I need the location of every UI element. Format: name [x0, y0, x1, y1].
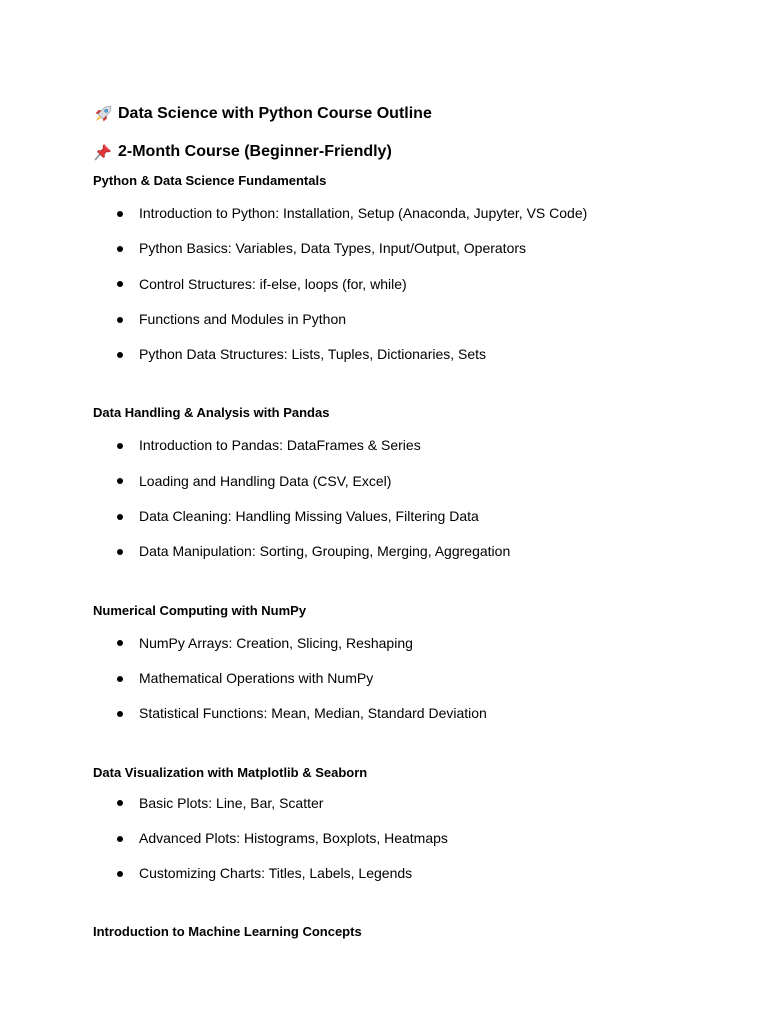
list-item-text: Functions and Modules in Python [139, 310, 347, 327]
bullet-icon [117, 549, 123, 555]
list-item-text: Data Manipulation: Sorting, Grouping, Merging, Aggregation [139, 543, 511, 560]
document-subtitle: 2-Month Course (Beginner-Friendly) [118, 143, 392, 160]
list-item-text: Data Cleaning: Handling Missing Values, Filtering Data [139, 508, 479, 525]
list-item [93, 464, 733, 499]
bullet-icon [117, 352, 123, 358]
document-subtitle-row [93, 140, 733, 164]
list-item-text: Python Basics: Variables, Data Types, Input/Output, Operators [139, 240, 527, 257]
list-item-text: NumPy Arrays: Creation, Slicing, Reshaping [139, 634, 413, 651]
bullet-icon [117, 871, 123, 877]
section-numpy [93, 602, 733, 732]
bullet-icon [117, 640, 123, 646]
list-item-text: Mathematical Operations with NumPy [139, 669, 374, 686]
bullet-icon [117, 317, 123, 323]
section-title: Data Handling & Analysis with Pandas [93, 405, 330, 421]
list-item-text: Python Data Structures: Lists, Tuples, Dictionaries, Sets [139, 346, 487, 363]
list-item [93, 856, 733, 891]
list-item [93, 626, 733, 661]
section-visualization [93, 764, 733, 892]
document-page [93, 102, 733, 941]
document-title-row [93, 102, 733, 126]
bullet-icon [117, 800, 123, 806]
list-item-text: Statistical Functions: Mean, Median, Standard Deviation [139, 705, 487, 722]
list-item [93, 196, 733, 231]
rocket-icon [93, 104, 113, 124]
list-item-text: Advanced Plots: Histograms, Boxplots, Heatmaps [139, 829, 448, 846]
bullet-list [93, 428, 733, 569]
list-item [93, 302, 733, 337]
list-item-text: Introduction to Pandas: DataFrames & Series [139, 437, 421, 454]
list-item [93, 428, 733, 463]
bullet-icon [117, 676, 123, 682]
document-title: Data Science with Python Course Outline [118, 105, 432, 122]
section-title: Python & Data Science Fundamentals [93, 173, 327, 188]
list-item [93, 231, 733, 266]
list-item [93, 267, 733, 302]
list-item [93, 696, 733, 731]
bullet-list [93, 626, 733, 732]
bullet-icon [117, 443, 123, 449]
list-item-text: Basic Plots: Line, Bar, Scatter [139, 794, 324, 811]
bullet-icon [117, 836, 123, 842]
list-item [93, 337, 733, 372]
bullet-icon [117, 478, 123, 484]
list-item-text: Introduction to Python: Installation, Setup (Anaconda, Jupyter, VS Code) [139, 205, 588, 221]
bullet-icon [117, 711, 123, 717]
section-title: Numerical Computing with NumPy [93, 602, 307, 618]
list-item [93, 534, 733, 569]
section-pandas [93, 404, 733, 569]
bullet-icon [117, 281, 123, 287]
section-title: Data Visualization with Matplotlib & Seaborn [93, 764, 368, 780]
list-item [93, 786, 733, 821]
bullet-list [93, 196, 733, 372]
section-python-fundamentals [93, 172, 733, 372]
list-item [93, 821, 733, 856]
bullet-icon [117, 514, 123, 520]
section-machine-learning [93, 923, 733, 941]
bullet-icon [117, 246, 123, 252]
list-item [93, 661, 733, 696]
list-item [93, 499, 733, 534]
pushpin-icon [93, 142, 113, 162]
section-title: Introduction to Machine Learning Concepts [93, 924, 362, 940]
list-item-text: Customizing Charts: Titles, Labels, Legends [139, 865, 413, 882]
list-item-text: Loading and Handling Data (CSV, Excel) [139, 472, 392, 489]
bullet-list [93, 786, 733, 892]
bullet-icon [117, 211, 123, 217]
list-item-text: Control Structures: if-else, loops (for, while) [139, 275, 407, 292]
